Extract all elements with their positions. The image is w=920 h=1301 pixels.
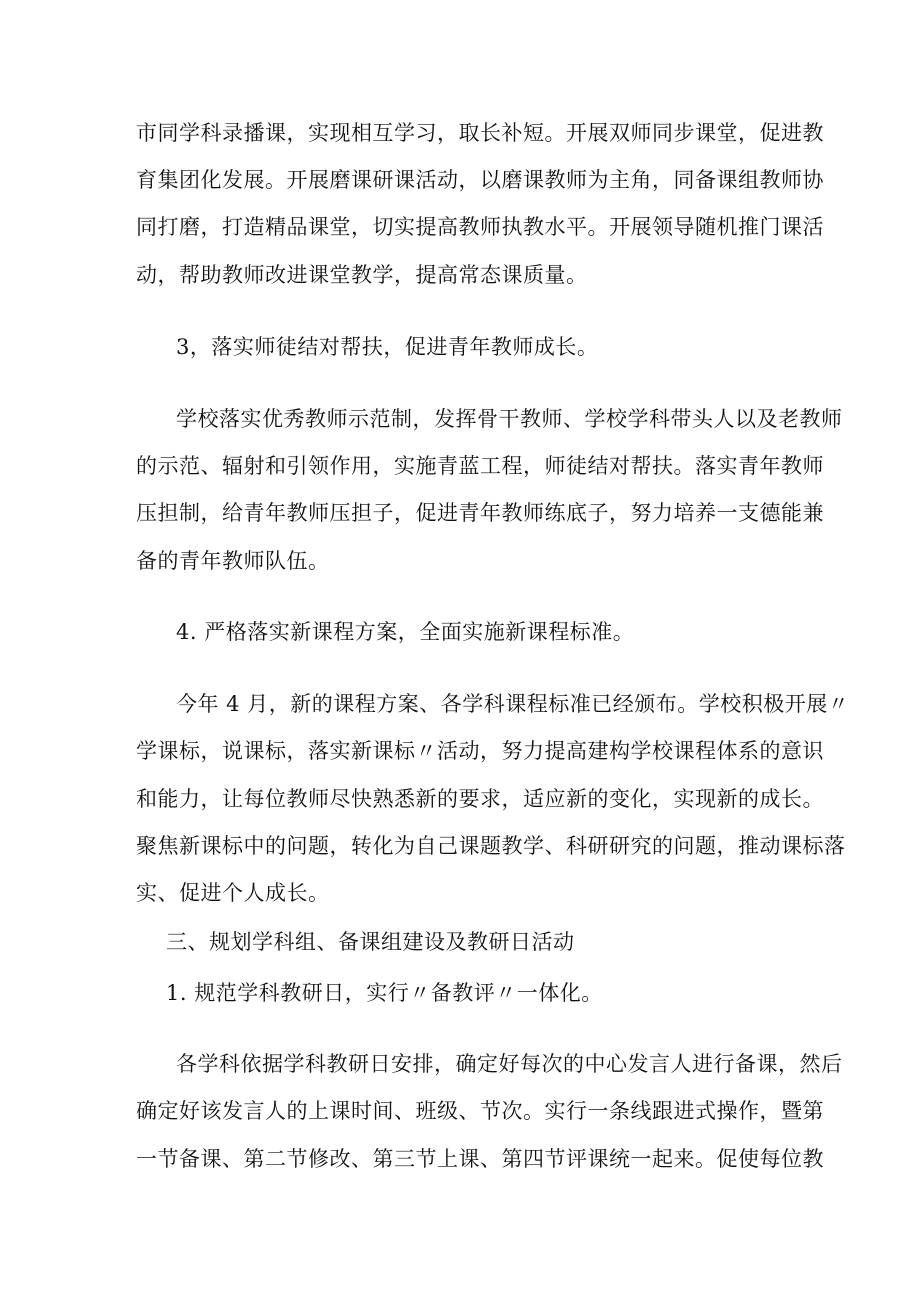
paragraph-line: 确定好该发言人的上课时间、班级、节次。实行一条线跟进式操作，暨第: [136, 1099, 824, 1123]
paragraph-line: 学校落实优秀教师示范制，发挥骨干教师、学校学科带头人以及老教师: [176, 407, 843, 431]
paragraph-line: 市同学科录播课，实现相互学习，取长补短。开展双师同步课堂，促进教: [136, 121, 824, 145]
paragraph-line: 今年 4 月，新的课程方案、各学科课程标准已经颁布。学校积极开展〃: [176, 692, 850, 716]
chapter-heading: 三、规划学科组、备课组建设及教研日活动: [166, 930, 575, 954]
paragraph-line: 聚焦新课标中的问题，转化为自己课题教学、科研研究的问题，推动课标落: [136, 834, 846, 858]
section-heading: 1. 规范学科教研日，实行〃备教评〃一体化。: [166, 981, 603, 1005]
paragraph-line: 育集团化发展。开展磨课研课活动，以磨课教师为主角，同备课组教师协: [136, 168, 824, 192]
paragraph-line: 一节备课、第二节修改、第三节上课、第四节评课统一起来。促使每位教: [136, 1147, 824, 1171]
section-heading: 4. 严格落实新课程方案，全面实施新课程标准。: [176, 620, 635, 644]
paragraph-line: 动，帮助教师改进课堂教学，提高常态课质量。: [136, 263, 588, 287]
paragraph-line: 实、促进个人成长。: [136, 881, 330, 905]
section-heading: 3，落实师徒结对帮扶，促进青年教师成长。: [176, 335, 599, 359]
paragraph-line: 的示范、辐射和引领作用，实施青蓝工程，师徒结对帮扶。落实青年教师: [136, 454, 824, 478]
paragraph-line: 学课标，说课标，落实新课标〃活动，努力提高建构学校课程体系的意识: [136, 739, 824, 763]
paragraph-line: 压担制，给青年教师压担子，促进青年教师练底子，努力培养一支德能兼: [136, 501, 824, 525]
paragraph-line: 和能力，让每位教师尽快熟悉新的要求，适应新的变化，实现新的成长。: [136, 787, 824, 811]
paragraph-line: 同打磨，打造精品课堂，切实提高教师执教水平。开展领导随机推门课活: [136, 215, 824, 239]
paragraph-line: 各学科依据学科教研日安排，确定好每次的中心发言人进行备课，然后: [176, 1052, 843, 1076]
paragraph-line: 备的青年教师队伍。: [136, 549, 330, 573]
